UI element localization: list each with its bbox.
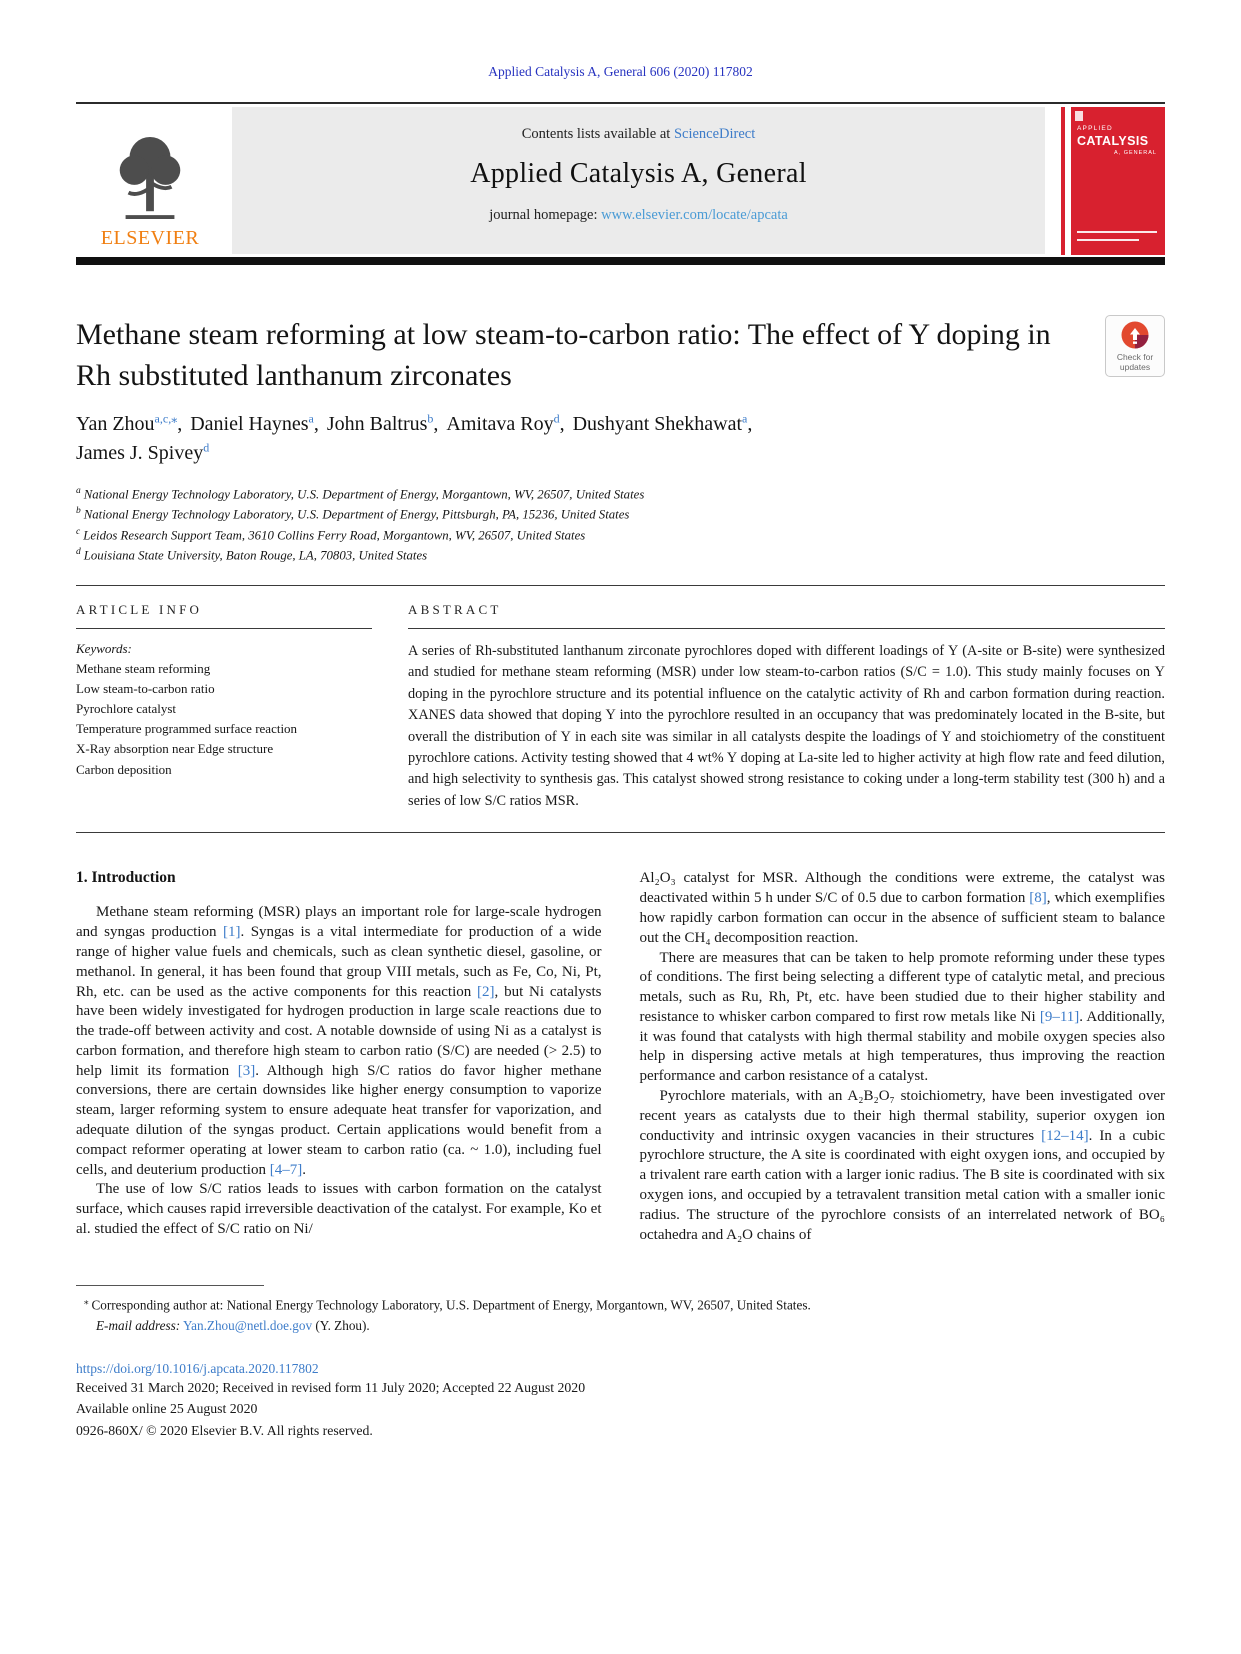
affiliation-text: National Energy Technology Laboratory, U.S. Department of Energy, Pittsburgh, PA, 15236, United States [83,507,630,522]
corresponding-author-note [76,1295,1165,1316]
title-row [76,315,1165,396]
homepage-prefix: journal homepage: [489,207,602,223]
cover-decor-line [1077,239,1139,241]
intro-paragraph: Al₂O₃ catalyst for MSR. Although the conditions were extreme, the catalyst was deactivated within 5 h under S/C of 0.5 due to carbon formation [8], which exemplifies how rapidly carbon formation can occur in the absence of sufficient steam to balance out the CH₄ decomposition reaction. [639,870,1165,946]
affiliation-sup: a [76,486,81,496]
author-sup: d [203,440,210,455]
affiliation [76,504,1165,524]
author-sup: d [553,411,560,426]
abstract-label: ABSTRACT [408,602,1165,629]
check-badge-label: Check for updates [1116,352,1154,373]
cover-decor-line [1077,231,1157,233]
author-name: James J. Spivey [76,442,204,464]
body-left-column [76,869,602,1245]
intro-paragraph: The use of low S/C ratios leads to issues with carbon formation on the catalyst surface, which causes rapid irreversible deactivation of the catalyst. For example, Ko et al. studied the effect of S/C ratio on Ni/ [76,1181,602,1238]
cover-subtitle: A, GENERAL [1113,150,1157,156]
author-sep: , [559,413,565,435]
affiliation [76,545,1165,565]
author [76,413,182,435]
author-sep: , [313,413,319,435]
doi-link[interactable]: https://doi.org/10.1016/j.apcata.2020.117802 [76,1360,319,1376]
crossmark-icon [1121,321,1149,349]
affiliation-sup: b [76,506,81,517]
info-abstract-section [76,586,1165,833]
affiliation [76,484,1165,504]
sciencedirect-link[interactable]: ScienceDirect [673,126,756,142]
intro-heading: 1. Introduction [76,869,176,887]
cover-top-label: APPLIED [1077,125,1113,132]
article-title: Methane steam reforming at low steam-to-carbon ratio: The effect of Y doping in Rh substituted lanthanum zirconates [76,318,1051,392]
body-right-column [640,869,1166,1245]
section-rule [76,832,1165,833]
footnote-text: Corresponding author at: National Energy Technology Laboratory, U.S. Department of Energy, Morgantown, WV, 26507, United States. [91,1297,811,1313]
citation-ref[interactable]: [1] [222,924,241,941]
keyword-item: X-Ray absorption near Edge structure [76,741,274,757]
affiliation-text: National Energy Technology Laboratory, U.S. Department of Energy, Morgantown, WV, 26507, United States [83,487,645,502]
header-divider-bar [76,257,1165,265]
citation-ref[interactable]: [4–7] [269,1161,303,1178]
author-name: Dushyant Shekhawat [572,413,743,435]
homepage-line [232,207,1045,224]
author-sup: b [427,411,434,426]
copyright-line: 0926-860X/ © 2020 Elsevier B.V. All rights reserved. [76,1422,373,1438]
keyword-item: Temperature programmed surface reaction [76,721,298,737]
contents-prefix: Contents lists available at [521,126,674,142]
author-sep: , [177,413,183,435]
cover-title: CATALYSIS [1077,134,1149,148]
check-for-updates-badge[interactable] [1105,315,1165,377]
footnote-block [76,1285,1165,1336]
affiliation-text: Leidos Research Support Team, 3610 Collins Ferry Road, Morgantown, WV, 26507, United States [83,528,586,543]
journal-cover [1061,107,1165,255]
affiliation-sup: d [76,547,81,558]
intro-paragraph: There are measures that can be taken to help promote reforming under these types of conditions. The first being selecting a different type of catalytic metal, and precious metals, such as Ru, Rh, Pt, etc. have been studied due to their higher stability and resistance to whisker carbon compared to first row metals like Ni [9–11]. Additionally, it was found that catalysts with high thermal stability and mobile oxygen species also help in dispersing active metals at high temperatures, thus improving the reaction performance and carbon resistance of a catalyst. [639,949,1165,1085]
author-sep: , [433,413,439,435]
email-link[interactable]: Yan.Zhou@netl.doe.gov [182,1318,313,1334]
citation-ref[interactable]: [12–14] [1041,1127,1089,1144]
elsevier-tree-icon [108,131,192,225]
abstract-column [408,602,1165,813]
keyword-item: Carbon deposition [76,761,172,777]
received-line: Received 31 March 2020; Received in revised form 11 July 2020; Accepted 22 August 2020 [76,1379,586,1395]
journal-ref-header: Applied Catalysis A, General 606 (2020) 117802 [488,64,753,79]
cover-white-strip [1065,107,1071,255]
author [573,413,753,435]
footnote-rule [76,1285,264,1286]
journal-banner [76,102,1165,254]
author [76,442,209,464]
authors-line-1 [76,410,1165,439]
intro-paragraph: Methane steam reforming (MSR) plays an important role for large-scale hydrogen and syngas production [1]. Syngas is a vital intermediate for production of a wide range of higher value fuels and chemicals, such as clean synthetic diesel, gasoline, or methanol. In general, it has been found that group VIII metals, such as Fe, Co, Ni, Pt, Rh, etc. can be used as the active components for this reaction [2], but Ni catalysts have been widely investigated for hydrogen production in large scale reactions due to the trade-off between activity and cost. A notable downside of using Ni as a catalyst is carbon formation, and therefore high steam to carbon ratio (S/C) are needed (> 2.5) to help limit its formation [3]. Although high S/C ratios do favor higher methane conversions, there are certain downsides like higher energy consumption to vaporize steam, larger reforming system to ensure adequate heat transfer for vaporization, and adequate dilution of the syngas product. Certain applications would benefit from a compact reformer operating at lower steam to carbon ratio (ca. ~ 1.0), including fuel cells, and deuterium production [4–7]. [76,904,602,1178]
author-name: Yan Zhou [76,413,155,435]
elsevier-wordmark: ELSEVIER [100,227,200,249]
keyword-item: Low steam-to-carbon ratio [76,680,215,696]
authors-line-2 [76,439,1165,468]
affiliation-text: Louisiana State University, Baton Rouge, LA, 70803, United States [83,548,428,563]
email-label: E-mail address: [96,1318,181,1334]
affiliation-sup: c [76,526,81,537]
footnote-star: ⁎ [84,1296,89,1307]
affiliations-block [76,484,1165,566]
keyword-item: Pyrochlore catalyst [76,701,176,717]
body-columns [76,869,1165,1245]
banner-panel [232,107,1045,254]
cover-mini-logo [1075,111,1083,121]
article-info-label: ARTICLE INFO [76,602,372,629]
article-info-column [76,602,372,813]
author-sup: a [308,411,314,426]
author-sup: a,c,⁎ [154,411,178,426]
citation-ref[interactable]: [2] [477,983,495,1000]
author [446,413,564,435]
keywords-label: Keywords: [76,640,132,656]
available-online-line: Available online 25 August 2020 [76,1401,258,1417]
intro-paragraph: Pyrochlore materials, with an A₂B₂O₇ stoichiometry, have been investigated over recent years as catalysts due to their high thermal stability, superior oxygen ion conductivity and intrinsic oxygen vacancies in their structures [12–14]. In a cubic pyrochlore structure, the A site is coordinated with eight oxygen ions, and occupied by a trivalent rare earth cation with a larger ionic radius. The B site is coordinated with six oxygen ions, and occupied by a tetravalent transition metal cation with a smaller ionic radius. The structure of the pyrochlore consists of an interrelated network of BO₆ octahedra and A₂O chains of [639,1088,1165,1243]
doi-line [76,1361,1165,1377]
abstract-text: A series of Rh-substituted lanthanum zirconate pyrochlores doped with different loadings of Y (A-site or B-site) were synthesized and studied for methane steam reforming (MSR) under low steam-to-carbon ratios (S/C = 1.0). This study mainly focuses on Y doping in the pyrochlore structure and its potential influence on the catalytic activity of Rh and carbon formation during reaction. XANES data showed that doping Y into the pyrochlore resulted in an occupancy that was predominately located in the B-site, but overall the distribution of Y in each site was similar in all catalysts despite the loadings of Y and stoichiometry of the constituent pyrochlore cations. Activity testing showed that 4 wt% Y doping at La-site led to higher activity at high flow rate and feed dilution, and high selectivity to synthesis gas. This catalyst showed strong resistance to coking under a long-term stability test (300 h) and a series of low S/C ratios MSR. [408,642,1165,809]
author-name: John Baltrus [326,413,428,435]
keyword-item: Methane steam reforming [76,660,211,676]
email-line [76,1316,1165,1336]
author-sup: a [742,411,748,426]
author-name: Daniel Haynes [190,413,309,435]
author [190,413,319,435]
author [327,413,439,435]
affiliation [76,525,1165,545]
author-name: Amitava Roy [446,413,554,435]
journal-title: Applied Catalysis A, General [470,158,807,189]
authors-block [76,410,1165,468]
citation-ref[interactable]: [9–11] [1039,1008,1080,1025]
author-sep: , [747,413,753,435]
homepage-link[interactable]: www.elsevier.com/locate/apcata [601,207,788,223]
email-suffix: (Y. Zhou). [315,1318,370,1334]
citation-ref[interactable]: [3] [237,1062,256,1079]
elsevier-logo [76,107,224,254]
citation-ref[interactable]: [8] [1029,890,1047,907]
contents-line [232,126,1045,143]
